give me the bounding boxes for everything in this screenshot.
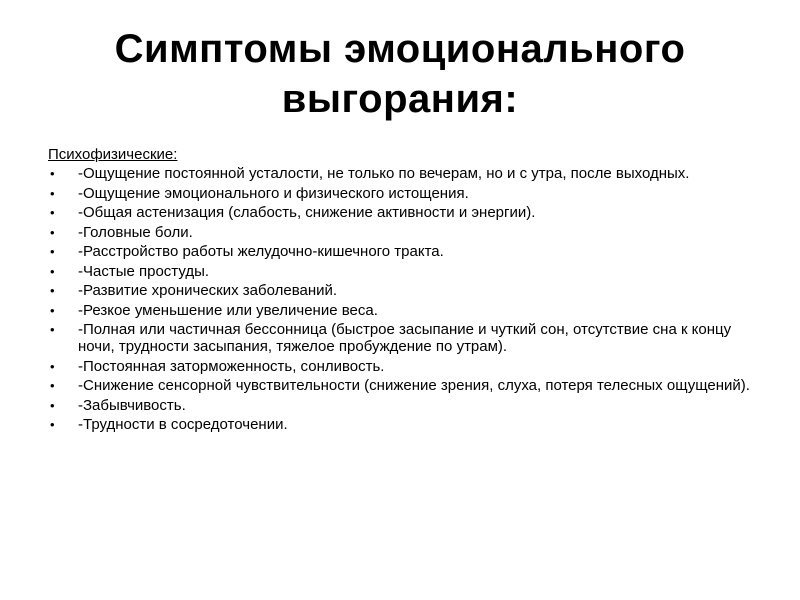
list-item-text: -Ощущение эмоционального и физического истощения. — [78, 184, 469, 202]
bullet-icon: • — [50, 224, 55, 240]
list-item-text: -Резкое уменьшение или увеличение веса. — [78, 301, 378, 319]
list-item — [48, 321, 760, 355]
symptom-list — [48, 165, 760, 433]
list-item — [48, 204, 760, 221]
slide-content — [48, 146, 760, 436]
list-item-text: -Расстройство работы желудочно-кишечного тракта. — [78, 243, 444, 260]
list-item — [48, 185, 760, 202]
bullet-icon: • — [50, 322, 55, 337]
list-item — [48, 282, 760, 299]
bullet-icon: • — [50, 378, 55, 393]
bullet-icon: • — [50, 244, 55, 259]
list-item — [48, 416, 760, 433]
bullet-icon: • — [50, 397, 55, 413]
list-item-text: -Ощущение постоянной усталости, не только по вечерам, но и с утра, после выходных. — [78, 165, 690, 182]
list-item — [48, 358, 760, 375]
slide-title-line-1: Симптомы эмоционального — [114, 27, 686, 71]
list-item-text: -Общая астенизация (слабость, снижение активности и энергии). — [78, 204, 536, 221]
bullet-icon: • — [50, 185, 55, 201]
list-item-text: -Головные боли. — [78, 223, 193, 241]
bullet-icon: • — [50, 283, 55, 298]
list-item-text: -Снижение сенсорной чувствительности (снижение зрения, слуха, потеря телесных ощущений). — [78, 377, 750, 394]
list-item — [48, 224, 760, 241]
list-item-text: -Постоянная заторможенность, сонливость. — [78, 357, 385, 375]
section-subheading: Психофизические: — [48, 146, 178, 163]
list-item-text: -Забывчивость. — [78, 396, 186, 414]
list-item-text: -Частые простуды. — [78, 262, 210, 280]
list-item-text: -Полная или частичная бессонница (быстрое засыпание и чуткий сон, отсутствие сна к концу ночи, трудности засыпания, тяжелое пробуждение по утрам). — [78, 321, 732, 355]
list-item — [48, 165, 760, 182]
bullet-icon: • — [50, 302, 55, 318]
slide-title — [40, 24, 760, 124]
list-item-text: -Развитие хронических заболеваний. — [78, 282, 338, 299]
slide-title-line-2: выгорания: — [281, 77, 519, 121]
bullet-icon: • — [50, 205, 55, 220]
list-item-text: -Трудности в сосредоточении. — [78, 416, 288, 433]
bullet-icon: • — [50, 358, 55, 374]
list-item — [48, 263, 760, 280]
list-item — [48, 243, 760, 260]
bullet-icon: • — [50, 263, 55, 279]
bullet-icon: • — [50, 417, 55, 432]
list-item — [48, 302, 760, 319]
list-item — [48, 397, 760, 414]
list-item — [48, 377, 760, 394]
bullet-icon: • — [50, 166, 55, 181]
